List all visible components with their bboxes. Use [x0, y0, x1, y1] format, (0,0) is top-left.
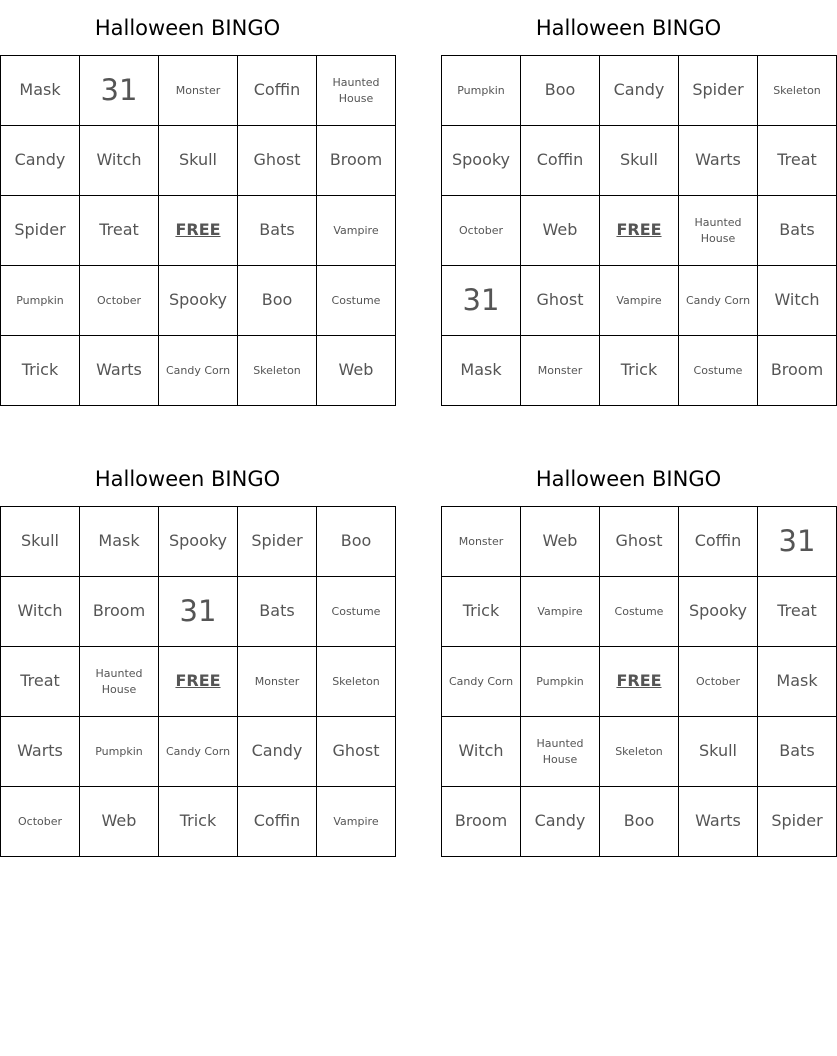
- grid-cell: Mask: [80, 507, 159, 577]
- grid-cell: Skull: [600, 126, 679, 196]
- grid-cell: Monster: [159, 56, 238, 126]
- grid-cell: Mask: [1, 56, 80, 126]
- grid-row: [442, 717, 837, 787]
- grid-cell: Skull: [1, 507, 80, 577]
- grid-cell: Broom: [442, 787, 521, 857]
- grid-cell: Treat: [80, 196, 159, 266]
- grid-cell: Spider: [1, 196, 80, 266]
- grid-row: [442, 647, 837, 717]
- grid-cell: Treat: [1, 647, 80, 717]
- grid-cell: Web: [521, 507, 600, 577]
- grid-row: [1, 647, 396, 717]
- grid-cell: Spooky: [442, 126, 521, 196]
- grid-cell: Pumpkin: [1, 266, 80, 336]
- grid-cell: Vampire: [317, 787, 396, 857]
- grid-cell: Ghost: [317, 717, 396, 787]
- grid-cell: Trick: [442, 577, 521, 647]
- grid-cell: Skeleton: [238, 336, 317, 406]
- free-space-cell: FREE: [159, 196, 238, 266]
- grid-cell: Bats: [238, 577, 317, 647]
- grid-cell: Costume: [317, 577, 396, 647]
- grid-cell: Vampire: [317, 196, 396, 266]
- grid-cell: Web: [521, 196, 600, 266]
- grid-cell: Pumpkin: [80, 717, 159, 787]
- grid-cell: Warts: [679, 126, 758, 196]
- grid-cell: Broom: [317, 126, 396, 196]
- grid-cell: Candy: [1, 126, 80, 196]
- grid-cell: Ghost: [238, 126, 317, 196]
- grid-cell: Monster: [442, 507, 521, 577]
- grid-row: [1, 717, 396, 787]
- card-title: Halloween BINGO: [94, 16, 281, 40]
- grid-cell: Spooky: [679, 577, 758, 647]
- grid-cell: Broom: [758, 336, 837, 406]
- grid-row: [442, 336, 837, 406]
- free-space-cell: FREE: [159, 647, 238, 717]
- grid-cell: 31: [442, 266, 521, 336]
- grid-cell: Candy: [600, 56, 679, 126]
- grid-cell: Broom: [80, 577, 159, 647]
- grid-row: [442, 577, 837, 647]
- bingo-grid: [0, 55, 396, 406]
- grid-cell: Ghost: [521, 266, 600, 336]
- grid-row: [442, 126, 837, 196]
- bingo-grid: [0, 506, 396, 857]
- grid-cell: Bats: [758, 196, 837, 266]
- grid-cell: October: [1, 787, 80, 857]
- grid-row: [1, 266, 396, 336]
- grid-cell: Treat: [758, 577, 837, 647]
- grid-cell: 31: [80, 56, 159, 126]
- grid-row: [1, 577, 396, 647]
- grid-row: [1, 787, 396, 857]
- bingo-grid: [441, 506, 837, 857]
- free-space-cell: FREE: [600, 647, 679, 717]
- grid-cell: Skull: [679, 717, 758, 787]
- grid-cell: 31: [159, 577, 238, 647]
- grid-cell: Vampire: [600, 266, 679, 336]
- grid-cell: Boo: [600, 787, 679, 857]
- grid-row: [1, 336, 396, 406]
- card-title: Halloween BINGO: [94, 467, 281, 491]
- grid-cell: 31: [758, 507, 837, 577]
- grid-cell: Haunted House: [80, 647, 159, 717]
- grid-cell: Vampire: [521, 577, 600, 647]
- grid-cell: Warts: [1, 717, 80, 787]
- grid-cell: Bats: [238, 196, 317, 266]
- grid-cell: Pumpkin: [442, 56, 521, 126]
- bingo-card-3: [0, 451, 381, 857]
- grid-row: [1, 126, 396, 196]
- card-title: Halloween BINGO: [535, 467, 722, 491]
- card-title: Halloween BINGO: [535, 16, 722, 40]
- grid-row: [442, 507, 837, 577]
- grid-cell: Mask: [442, 336, 521, 406]
- grid-row: [442, 196, 837, 266]
- grid-cell: Warts: [80, 336, 159, 406]
- grid-cell: Candy: [521, 787, 600, 857]
- grid-cell: Witch: [1, 577, 80, 647]
- grid-row: [442, 56, 837, 126]
- grid-cell: Spider: [679, 56, 758, 126]
- grid-cell: Witch: [442, 717, 521, 787]
- grid-cell: Coffin: [238, 56, 317, 126]
- grid-cell: Mask: [758, 647, 837, 717]
- grid-cell: Candy: [238, 717, 317, 787]
- grid-cell: Haunted House: [521, 717, 600, 787]
- grid-cell: Trick: [1, 336, 80, 406]
- grid-cell: Witch: [758, 266, 837, 336]
- bingo-card-4: [441, 451, 823, 857]
- grid-cell: Costume: [600, 577, 679, 647]
- grid-cell: Witch: [80, 126, 159, 196]
- grid-cell: Trick: [159, 787, 238, 857]
- grid-cell: Ghost: [600, 507, 679, 577]
- grid-row: [1, 56, 396, 126]
- grid-cell: Candy Corn: [679, 266, 758, 336]
- grid-cell: Monster: [238, 647, 317, 717]
- free-space-cell: FREE: [600, 196, 679, 266]
- grid-cell: Candy Corn: [442, 647, 521, 717]
- grid-cell: Coffin: [679, 507, 758, 577]
- grid-row: [1, 507, 396, 577]
- grid-cell: Monster: [521, 336, 600, 406]
- bingo-card-2: [441, 0, 824, 406]
- grid-row: [442, 787, 837, 857]
- grid-cell: Trick: [600, 336, 679, 406]
- grid-cell: Haunted House: [679, 196, 758, 266]
- grid-cell: Spooky: [159, 266, 238, 336]
- grid-cell: Treat: [758, 126, 837, 196]
- grid-cell: Coffin: [521, 126, 600, 196]
- grid-cell: Boo: [317, 507, 396, 577]
- grid-cell: October: [80, 266, 159, 336]
- grid-cell: Skeleton: [600, 717, 679, 787]
- grid-row: [1, 196, 396, 266]
- grid-cell: Candy Corn: [159, 336, 238, 406]
- grid-row: [442, 266, 837, 336]
- grid-cell: Spooky: [159, 507, 238, 577]
- grid-cell: Coffin: [238, 787, 317, 857]
- grid-cell: October: [442, 196, 521, 266]
- grid-cell: Boo: [521, 56, 600, 126]
- bingo-grid: [441, 55, 837, 406]
- grid-cell: October: [679, 647, 758, 717]
- grid-cell: Boo: [238, 266, 317, 336]
- grid-cell: Spider: [238, 507, 317, 577]
- grid-cell: Web: [80, 787, 159, 857]
- grid-cell: Web: [317, 336, 396, 406]
- grid-cell: Costume: [679, 336, 758, 406]
- grid-cell: Spider: [758, 787, 837, 857]
- grid-cell: Warts: [679, 787, 758, 857]
- grid-cell: Skeleton: [317, 647, 396, 717]
- grid-cell: Candy Corn: [159, 717, 238, 787]
- bingo-card-1: [0, 0, 383, 406]
- grid-cell: Skull: [159, 126, 238, 196]
- grid-cell: Haunted House: [317, 56, 396, 126]
- grid-cell: Skeleton: [758, 56, 837, 126]
- grid-cell: Bats: [758, 717, 837, 787]
- grid-cell: Costume: [317, 266, 396, 336]
- grid-cell: Pumpkin: [521, 647, 600, 717]
